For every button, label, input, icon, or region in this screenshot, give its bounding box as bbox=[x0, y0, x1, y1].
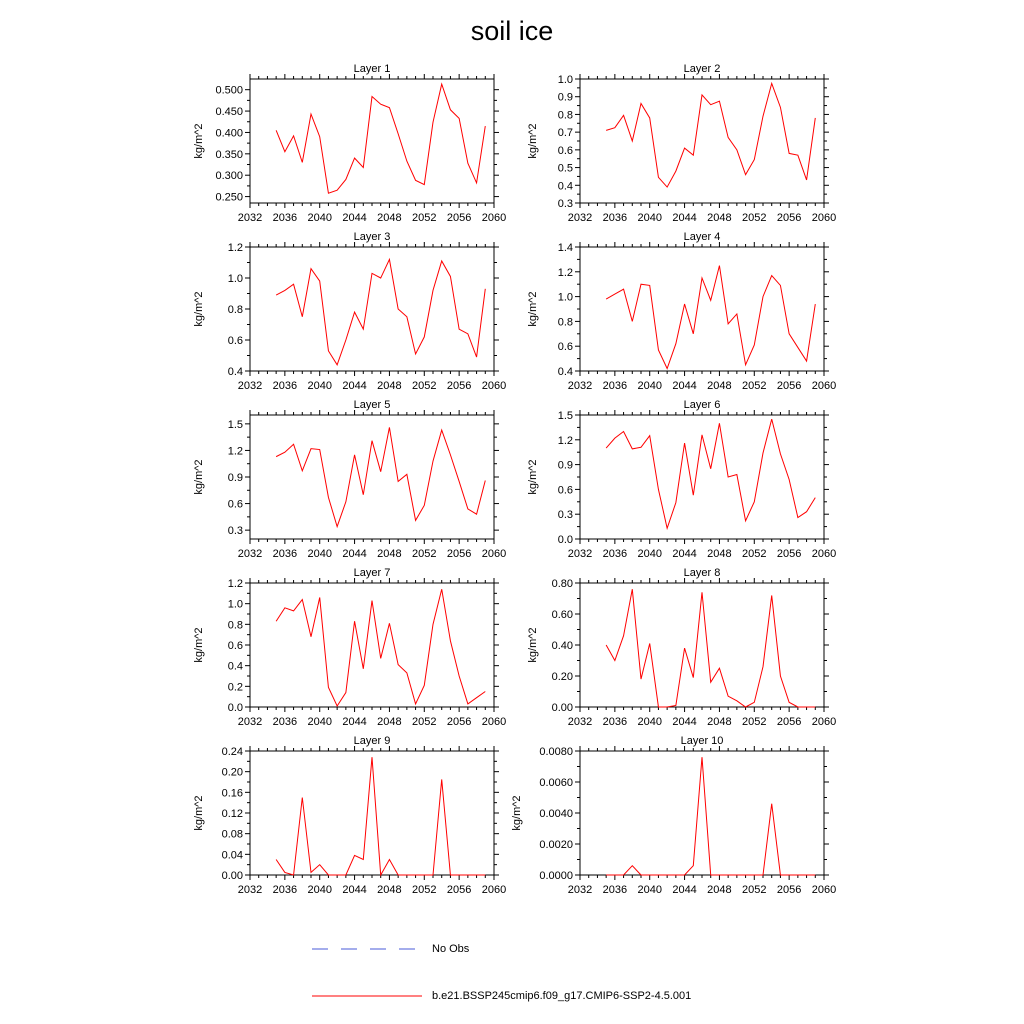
y-tick-label: 1.2 bbox=[557, 266, 573, 279]
x-tick-label: 2060 bbox=[481, 884, 507, 896]
x-tick-label: 2044 bbox=[672, 716, 697, 728]
x-tick-label: 2032 bbox=[567, 380, 593, 392]
x-tick-label: 2060 bbox=[811, 716, 837, 728]
x-tick-label: 2056 bbox=[446, 548, 472, 560]
panel-layer-6 bbox=[527, 399, 836, 560]
y-tick-label: 0.8 bbox=[227, 619, 243, 632]
y-tick-label: 0.9 bbox=[227, 472, 243, 484]
x-tick-label: 2048 bbox=[707, 548, 732, 560]
y-tick-label: 0.3 bbox=[227, 525, 243, 538]
y-tick-label: 1.2 bbox=[227, 445, 243, 458]
y-axis-label: kg/m^2 bbox=[527, 459, 539, 495]
x-tick-label: 2048 bbox=[377, 716, 402, 728]
panel-title: Layer 7 bbox=[353, 567, 391, 579]
panel-title: Layer 3 bbox=[353, 231, 391, 243]
y-axis-label: kg/m^2 bbox=[527, 627, 539, 663]
y-tick-label: 0.00 bbox=[221, 870, 243, 882]
y-tick-label: 0.500 bbox=[215, 84, 243, 97]
y-tick-label: 0.0080 bbox=[539, 746, 573, 758]
x-tick-label: 2044 bbox=[672, 212, 697, 224]
y-axis-label: kg/m^2 bbox=[527, 123, 539, 159]
y-tick-label: 0.4 bbox=[557, 180, 573, 193]
y-tick-label: 1.5 bbox=[557, 410, 573, 422]
x-tick-label: 2056 bbox=[776, 548, 802, 560]
series-line bbox=[606, 589, 815, 707]
x-tick-label: 2056 bbox=[446, 212, 472, 224]
x-tick-label: 2044 bbox=[672, 548, 697, 560]
y-tick-label: 0.40 bbox=[551, 640, 573, 652]
y-tick-label: 0.4 bbox=[227, 660, 243, 673]
y-tick-label: 0.6 bbox=[557, 341, 573, 354]
y-tick-label: 0.6 bbox=[557, 484, 573, 497]
y-tick-label: 0.0060 bbox=[539, 777, 573, 789]
y-tick-label: 0.04 bbox=[221, 849, 243, 862]
series-line bbox=[276, 589, 485, 706]
panel-title: Layer 1 bbox=[353, 63, 391, 75]
y-axis-label: kg/m^2 bbox=[527, 291, 539, 327]
x-tick-label: 2032 bbox=[567, 884, 593, 896]
series-line bbox=[276, 259, 485, 364]
figure-title: soil ice bbox=[470, 16, 554, 46]
panel-layer-9 bbox=[193, 735, 506, 896]
x-tick-label: 2032 bbox=[237, 212, 263, 224]
x-tick-label: 2052 bbox=[742, 716, 767, 728]
x-tick-label: 2056 bbox=[446, 380, 472, 392]
x-tick-label: 2044 bbox=[342, 716, 367, 728]
y-tick-label: 1.2 bbox=[227, 578, 243, 590]
y-tick-label: 0.2 bbox=[227, 681, 243, 694]
legend-label-no-obs: No Obs bbox=[432, 943, 470, 955]
x-tick-label: 2060 bbox=[811, 884, 837, 896]
y-tick-label: 0.350 bbox=[215, 148, 243, 161]
x-tick-label: 2056 bbox=[776, 884, 802, 896]
panel-title: Layer 8 bbox=[683, 567, 721, 579]
x-tick-label: 2056 bbox=[776, 212, 802, 224]
x-tick-label: 2036 bbox=[602, 212, 628, 224]
legend-label-model: b.e21.BSSP245cmip6.f09_g17.CMIP6-SSP2-4.5.001 bbox=[432, 990, 692, 1002]
y-axis-label: kg/m^2 bbox=[193, 123, 205, 159]
y-tick-label: 0.0 bbox=[227, 702, 243, 714]
panel-layer-2 bbox=[527, 63, 836, 224]
x-tick-label: 2048 bbox=[377, 212, 402, 224]
x-tick-label: 2048 bbox=[707, 716, 732, 728]
series-line bbox=[606, 419, 815, 528]
y-tick-label: 0.9 bbox=[557, 91, 573, 104]
x-tick-label: 2040 bbox=[637, 884, 662, 896]
y-tick-label: 0.16 bbox=[221, 787, 243, 800]
x-tick-label: 2044 bbox=[672, 884, 697, 896]
y-tick-label: 0.0000 bbox=[539, 870, 573, 882]
plot-frame bbox=[250, 247, 494, 371]
y-tick-label: 0.24 bbox=[221, 746, 243, 758]
x-tick-label: 2036 bbox=[602, 884, 628, 896]
y-tick-label: 1.0 bbox=[227, 598, 243, 611]
x-tick-label: 2060 bbox=[481, 548, 507, 560]
y-tick-label: 0.00 bbox=[551, 702, 573, 714]
y-tick-label: 0.450 bbox=[215, 106, 243, 119]
x-tick-label: 2048 bbox=[707, 212, 732, 224]
x-tick-label: 2036 bbox=[272, 380, 298, 392]
x-tick-label: 2036 bbox=[272, 716, 298, 728]
x-tick-label: 2032 bbox=[567, 716, 593, 728]
x-tick-label: 2044 bbox=[342, 884, 367, 896]
panel-title: Layer 10 bbox=[680, 735, 724, 747]
panel-title: Layer 4 bbox=[683, 231, 721, 243]
x-tick-label: 2052 bbox=[742, 380, 767, 392]
x-tick-label: 2060 bbox=[481, 380, 507, 392]
y-tick-label: 0.400 bbox=[215, 127, 243, 140]
y-tick-label: 0.300 bbox=[215, 170, 243, 183]
legend-swatch-no-obs bbox=[312, 942, 422, 956]
y-tick-label: 0.4 bbox=[557, 366, 573, 378]
x-tick-label: 2040 bbox=[307, 212, 332, 224]
x-tick-label: 2044 bbox=[342, 548, 367, 560]
panel-title: Layer 6 bbox=[683, 399, 721, 411]
y-axis-label: kg/m^2 bbox=[193, 627, 205, 663]
x-tick-label: 2056 bbox=[776, 716, 802, 728]
x-tick-label: 2040 bbox=[307, 380, 332, 392]
x-tick-label: 2036 bbox=[272, 884, 298, 896]
x-tick-label: 2036 bbox=[602, 548, 628, 560]
x-tick-label: 2048 bbox=[707, 380, 732, 392]
y-tick-label: 1.0 bbox=[557, 291, 573, 304]
y-tick-label: 0.3 bbox=[557, 198, 573, 210]
x-tick-label: 2052 bbox=[412, 884, 437, 896]
panel-title: Layer 9 bbox=[353, 735, 391, 747]
x-tick-label: 2040 bbox=[637, 380, 662, 392]
y-tick-label: 0.0 bbox=[557, 534, 573, 546]
y-tick-label: 1.2 bbox=[227, 242, 243, 254]
y-tick-label: 0.0020 bbox=[539, 839, 573, 851]
panel-layer-7 bbox=[193, 567, 506, 728]
x-tick-label: 2052 bbox=[742, 212, 767, 224]
y-tick-label: 0.12 bbox=[221, 808, 243, 820]
series-line bbox=[276, 427, 485, 526]
x-tick-label: 2036 bbox=[272, 212, 298, 224]
y-tick-label: 0.9 bbox=[557, 459, 573, 472]
panel-layer-3 bbox=[193, 231, 506, 392]
x-tick-label: 2032 bbox=[237, 380, 263, 392]
y-axis-label: kg/m^2 bbox=[511, 795, 523, 831]
plot-frame bbox=[580, 247, 824, 371]
y-tick-label: 0.8 bbox=[227, 304, 243, 316]
plot-frame bbox=[250, 751, 494, 875]
x-tick-label: 2040 bbox=[307, 716, 332, 728]
y-tick-label: 0.250 bbox=[215, 191, 243, 204]
x-tick-label: 2060 bbox=[481, 716, 507, 728]
x-tick-label: 2036 bbox=[602, 380, 628, 392]
y-tick-label: 0.8 bbox=[557, 316, 573, 329]
y-tick-label: 0.08 bbox=[221, 828, 243, 841]
y-axis-label: kg/m^2 bbox=[193, 291, 205, 327]
x-tick-label: 2052 bbox=[412, 716, 437, 728]
plot-frame bbox=[580, 583, 824, 707]
x-tick-label: 2044 bbox=[342, 380, 367, 392]
x-tick-label: 2040 bbox=[637, 212, 662, 224]
x-tick-label: 2056 bbox=[446, 884, 472, 896]
plot-frame bbox=[580, 415, 824, 539]
y-tick-label: 0.6 bbox=[227, 498, 243, 511]
y-tick-label: 0.6 bbox=[557, 144, 573, 157]
y-tick-label: 0.60 bbox=[551, 609, 573, 621]
x-tick-label: 2060 bbox=[811, 212, 837, 224]
x-tick-label: 2044 bbox=[342, 212, 367, 224]
y-tick-label: 0.7 bbox=[557, 127, 573, 140]
x-tick-label: 2032 bbox=[237, 716, 263, 728]
y-tick-label: 0.4 bbox=[227, 366, 243, 378]
y-tick-label: 0.20 bbox=[551, 671, 573, 683]
y-tick-label: 0.8 bbox=[557, 109, 573, 122]
x-tick-label: 2032 bbox=[237, 884, 263, 896]
panel-title: Layer 5 bbox=[353, 399, 391, 411]
x-tick-label: 2056 bbox=[446, 716, 472, 728]
x-tick-label: 2056 bbox=[776, 380, 802, 392]
x-tick-label: 2052 bbox=[412, 380, 437, 392]
x-tick-label: 2060 bbox=[811, 548, 837, 560]
series-line bbox=[606, 266, 815, 369]
y-tick-label: 0.80 bbox=[551, 578, 573, 590]
y-axis-label: kg/m^2 bbox=[193, 795, 205, 831]
x-tick-label: 2040 bbox=[307, 548, 332, 560]
y-tick-label: 1.0 bbox=[227, 273, 243, 285]
y-tick-label: 1.2 bbox=[557, 434, 573, 447]
legend-swatch-model bbox=[312, 989, 424, 1003]
y-tick-label: 0.0040 bbox=[539, 808, 573, 820]
panel-layer-8 bbox=[527, 567, 836, 728]
x-tick-label: 2044 bbox=[672, 380, 697, 392]
series-line bbox=[276, 84, 485, 193]
x-tick-label: 2052 bbox=[412, 212, 437, 224]
panel-layer-5 bbox=[193, 399, 506, 560]
x-tick-label: 2036 bbox=[602, 716, 628, 728]
x-tick-label: 2052 bbox=[742, 884, 767, 896]
x-tick-label: 2052 bbox=[412, 548, 437, 560]
series-line bbox=[606, 757, 815, 875]
x-tick-label: 2048 bbox=[377, 884, 402, 896]
x-tick-label: 2032 bbox=[237, 548, 263, 560]
series-line bbox=[276, 757, 485, 875]
x-tick-label: 2040 bbox=[637, 716, 662, 728]
series-line bbox=[606, 83, 815, 187]
y-tick-label: 1.4 bbox=[557, 242, 573, 254]
y-tick-label: 0.3 bbox=[557, 509, 573, 522]
y-tick-label: 0.20 bbox=[221, 766, 243, 779]
x-tick-label: 2060 bbox=[811, 380, 837, 392]
x-tick-label: 2040 bbox=[637, 548, 662, 560]
y-tick-label: 1.5 bbox=[227, 418, 243, 431]
x-tick-label: 2040 bbox=[307, 884, 332, 896]
x-tick-label: 2036 bbox=[272, 548, 298, 560]
y-tick-label: 0.5 bbox=[557, 162, 573, 175]
x-tick-label: 2032 bbox=[567, 212, 593, 224]
panel-layer-10 bbox=[511, 735, 836, 896]
panel-title: Layer 2 bbox=[683, 63, 721, 75]
y-tick-label: 0.6 bbox=[227, 335, 243, 347]
x-tick-label: 2048 bbox=[707, 884, 732, 896]
y-axis-label: kg/m^2 bbox=[193, 459, 205, 495]
x-tick-label: 2060 bbox=[481, 212, 507, 224]
x-tick-label: 2048 bbox=[377, 380, 402, 392]
panel-layer-4 bbox=[527, 231, 836, 392]
x-tick-label: 2048 bbox=[377, 548, 402, 560]
x-tick-label: 2052 bbox=[742, 548, 767, 560]
plot-frame bbox=[580, 751, 824, 875]
y-tick-label: 0.6 bbox=[227, 640, 243, 652]
panel-layer-1 bbox=[193, 63, 506, 224]
x-tick-label: 2032 bbox=[567, 548, 593, 560]
y-tick-label: 1.0 bbox=[557, 74, 573, 86]
